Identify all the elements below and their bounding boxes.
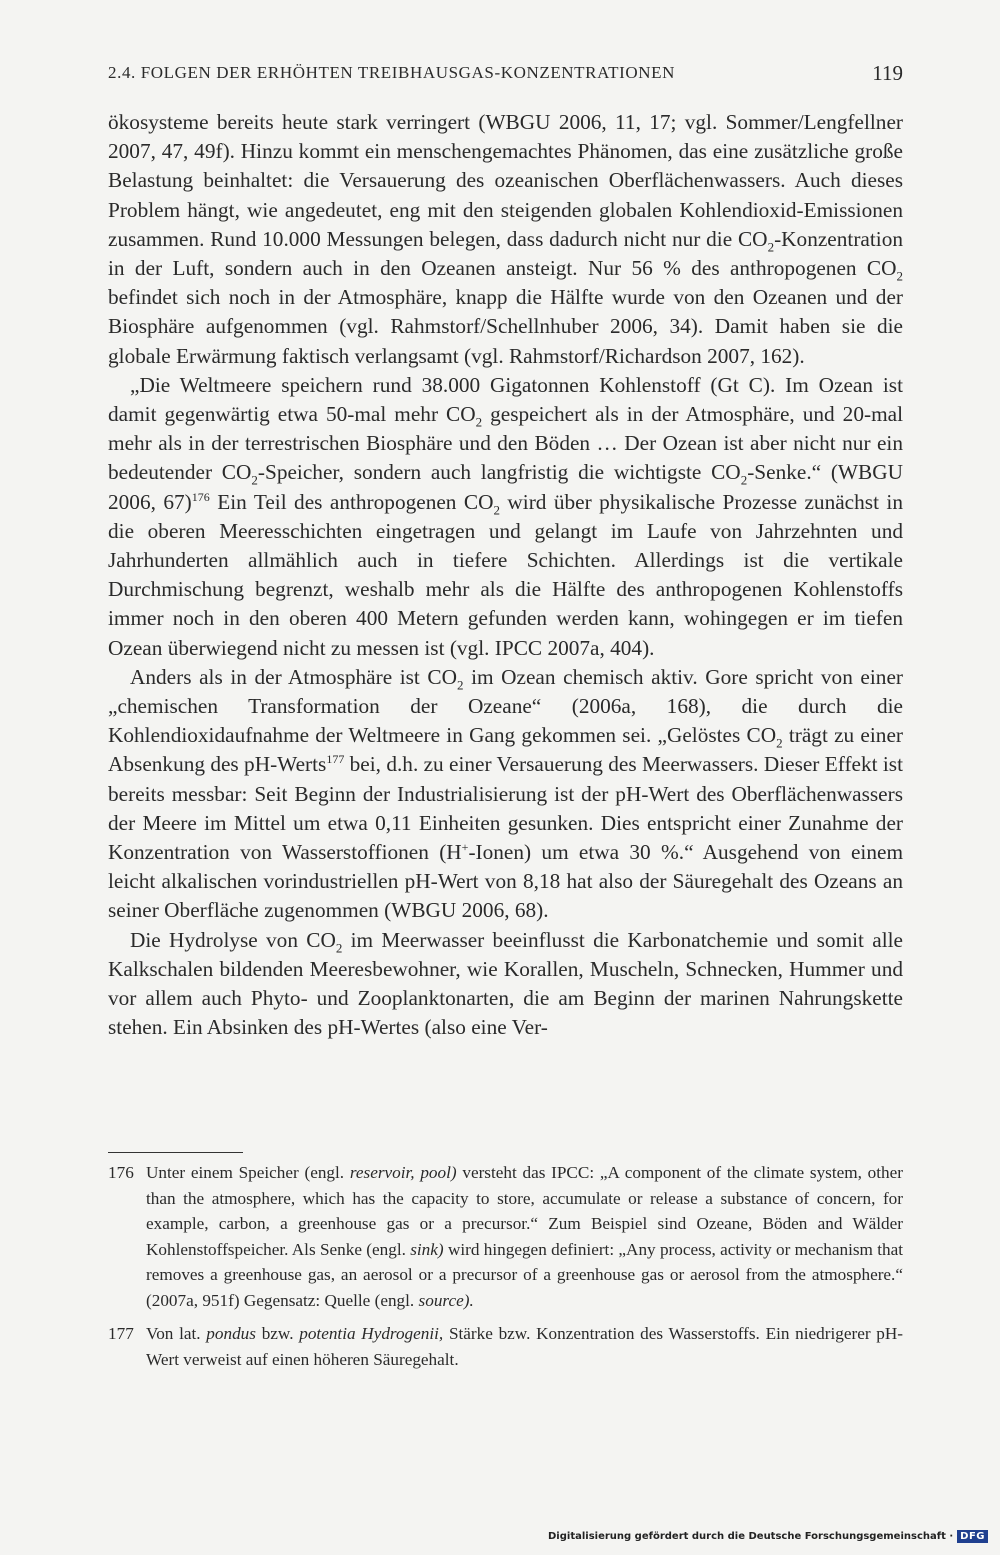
page-number: 119 — [872, 60, 903, 85]
footnote-ref-177[interactable]: 177 — [326, 752, 345, 767]
footnote-text: Von lat. pondus bzw. potentia Hydrogenii, Stärke bzw. Konzentration des Wasserstoffs. Ein niedrigerer pH-Wert verweist auf einen höheren Säuregehalt. — [146, 1324, 903, 1369]
footnotes — [108, 1160, 903, 1380]
footnote-text: Unter einem Speicher (engl. reservoir, pool) versteht das IPCC: „A component of the climate system, other than the atmosphere, which has the capacity to store, accumulate or release a substance of concern, for example, carbon, a greenhouse gas or a precursor.“ Zum Beispiel sind Ozeane, Böden and Wälder Kohlenstoffspeicher. Als Senke (engl. sink) wird hingegen definiert: „Any process, activity or mechanism that removes a greenhouse gas, an aerosol or a precursor of a greenhouse gas or aerosol from the atmosphere.“ (2007a, 951f) Gegensatz: Quelle (engl. source). — [146, 1163, 903, 1310]
running-header — [108, 58, 903, 88]
paragraph-4: Die Hydrolyse von $CO_2$ im Meerwasser beeinflusst die Karbonatchemie und somit alle Kalkschalen bildenden Meeresbewohner, wie Korallen, Muscheln, Schnecken, Hummer und vor allem auch Phyto- und Zooplanktonarten, die am Beginn der marinen Nahrungskette stehen. Ein Absinken des pH-Wertes (also eine Ver- — [108, 927, 903, 1040]
paragraph-1: ökosysteme bereits heute stark verringert (WBGU 2006, 11, 17; vgl. Sommer/Lengfellner 2007, 47, 49f). Hinzu kommt ein menschengemachtes Phänomen, das eine zusätzliche große Belastung beinhaltet: die Versauerung des ozeanischen Oberflächenwassers. Auch dieses Problem hängt, wie angedeutet, eng mit den steigenden globalen Kohlendioxid-Emissionen zusammen. Rund 10.000 Messungen belegen, dass dadurch nicht nur die $CO_2$-Konzentration in der Luft, sondern auch in den Ozeanen ansteigt. Nur 56 % des anthropogenen $CO_2$ befindet sich noch in der Atmosphäre, knapp die Hälfte wurde von den Ozeanen und der Biosphäre aufgenommen (vgl. Rahmstorf/Schellnhuber 2006, 34). Damit haben sie die globale Erwärmung faktisch verlangsamt (vgl. Rahmstorf/Richardson 2007, 162). — [108, 110, 903, 368]
footnote-177 — [108, 1321, 903, 1372]
footnote-176 — [108, 1160, 903, 1313]
footnote-divider — [108, 1152, 243, 1153]
dfg-logo-icon: DFG — [957, 1530, 988, 1543]
footnote-ref-176[interactable]: 176 — [191, 489, 210, 504]
footnote-number: 176 — [108, 1163, 134, 1182]
funding-notice-text: Digitalisierung gefördert durch die Deutsche Forschungsgemeinschaft · — [548, 1530, 954, 1542]
running-head-title: 2.4. FOLGEN DER ERHÖHTEN TREIBHAUSGAS-KONZENTRATIONEN — [108, 63, 675, 82]
main-text — [108, 108, 903, 1043]
footnote-number: 177 — [108, 1324, 134, 1343]
funding-notice — [548, 1527, 988, 1545]
paragraph-2: „Die Weltmeere speichern rund 38.000 Gigatonnen Kohlenstoff (Gt C). Im Ozean ist damit gegenwärtig etwa 50-mal mehr $CO_2$ gespeichert als in der Atmosphäre, und 20-mal mehr als in der terrestrischen Biosphäre und den Böden … Der Ozean ist aber nicht nur ein bedeutender $CO_2$-Speicher, sondern auch langfristig die wichtigste $CO_2-Senke.“$ (WBGU 2006, 67)$^{176}$ Ein Teil des anthropogenen $CO_2$ wird über physikalische Prozesse zunächst in die oberen Meeresschichten eingetragen und gelangt im Laufe von Jahrzehnten und Jahrhunderten allmählich auch in tiefere Schichten. Allerdings ist die vertikale Durchmischung begrenzt, weshalb mehr als die Hälfte des anthropogenen Kohlenstoffs immer noch in den oberen 400 Metern gefunden werden kann, wohingegen er im tiefen Ozean überwiegend nicht zu messen ist (vgl. IPCC 2007a, 404). — [108, 372, 904, 660]
paragraph-3: Anders als in der Atmosphäre ist $CO_2$ im Ozean chemisch aktiv. Gore spricht von einer „chemischen Transformation der Ozeane“ (2006a, 168), die durch die Kohlendioxidaufnahme der Weltmeere in Gang gekommen sei. „Gelöstes $CO_2$ trägt zu einer Absenkung des pH-Werts$^{177}$ bei, d.h. zu einer Versauerung des Meerwassers. Dieser Effekt ist bereits messbar: Seit Beginn der Industrialisierung ist der pH-Wert des Oberflächenwassers der Meere im Mittel um etwa 0,11 Einheiten gesunken. Dies entspricht einer Zunahme der Konzentration von Wasserstoffionen (H+-Ionen) um etwa 30 %.“ Ausgehend von einem leicht alkalischen vorindustriellen pH-Wert von 8,18 hat also der Säuregehalt des Ozeans an seiner Oberfläche zugenommen (WBGU 2006, 68). — [108, 664, 904, 923]
